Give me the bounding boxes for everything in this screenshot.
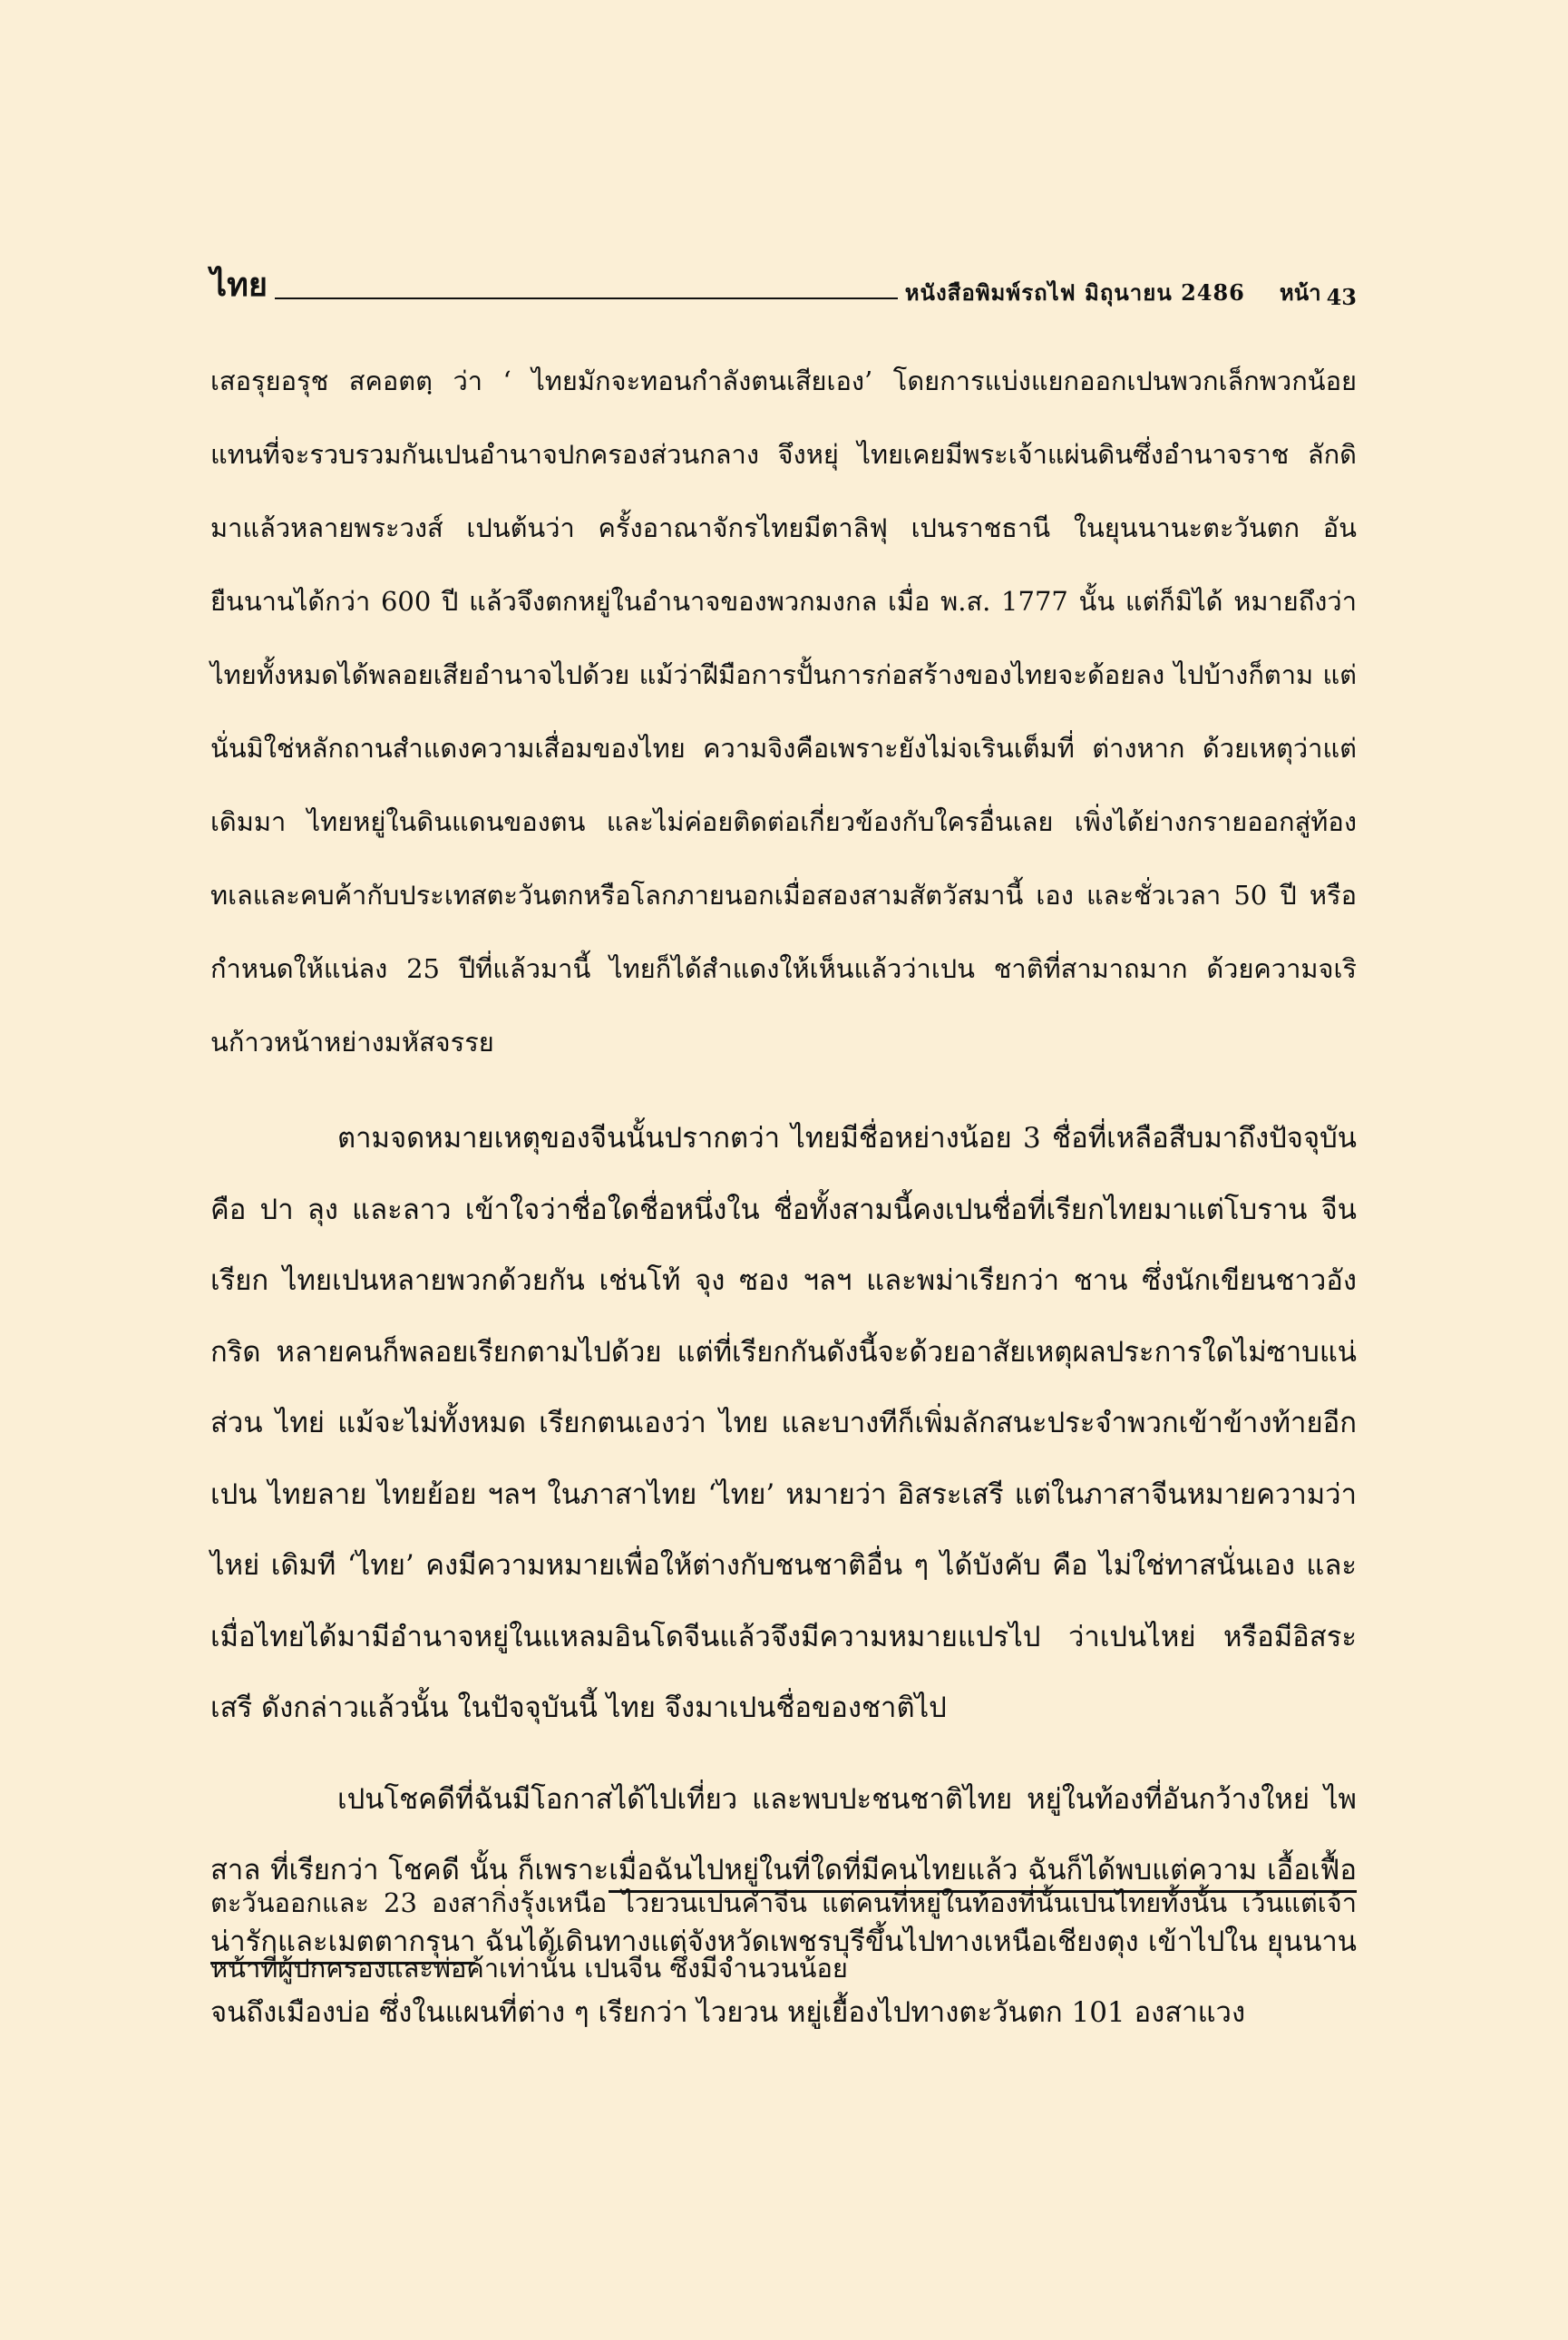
header-section-title: ไทย [210,266,268,304]
article-body [210,345,1357,2049]
header-page-label: หน้า [1279,279,1321,306]
paragraph-2: ตามจดหมายเหตุของจีนนั้นปรากตว่า ไทยมีชื่อหย่างน้อย 3 ชื่อที่เหลือสืบมาถึงปัจจุบัน คือ ปา ลุง และลาว เข้าใจว่าชื่อใดชื่อหนึ่งใน ชื่อทั้งสามนี้คงเปนชื่อที่เรียกไทยมาแต่โบราน จีนเรียก ไทยเปนหลายพวกด้วยกัน เช่นโท้ จุง ซอง ฯลฯ และพม่าเรียกว่า ชาน ซึ่งนักเขียนชาวอังกริด หลายคนก็พลอยเรียกตามไปด้วย แต่ที่เรียกกันดังนี้จะด้วยอาสัยเหตุผลประการใดไม่ซาบแน่ ส่วน ไทย่ แม้จะไม่ทั้งหมด เรียกตนเองว่า ไทย และบางทีก็เพิ่มลักสนะประจำพวกเข้าข้างท้ายอีก เปน ไทยลาย ไทยย้อย ฯลฯ ในภาสาไทย ‘ไทย’ หมายว่า อิสระเสรี แต่ในภาสาจีนหมายความว่า ไหย่ เดิมที ‘ไทย’ คงมีความหมายเพื่อให้ต่างกับชนชาติอื่น ๆ ได้บังคับ คือ ไม่ใช่ทาสนั่นเอง และ เมื่อไทยได้มามีอำนาจหยู่ในแหลมอินโดจีนแล้วจึงมีความหมายแปรไป ว่าเปนไหย่ หรือมีอิสระเสรี ดังกล่าวแล้วนั้น ในปัจจุบันนี้ ไทย จึงมาเปนชื่อของชาติไป [210,1122,1357,1724]
article-body-continued [210,1870,1357,2001]
underlined-passage: เมื่อฉันไปหยู่ในที่ใดที่มีคนไทยแล้ว ฉันก็ได้พบแต่ความ เอื้อเฟื้อน่ารักและเมตตากรุนา [210,1854,1357,1965]
paragraph-1: เสอรุยอรุช สคอตตฺ ว่า ‘ ไทยมักจะทอนกำลังตนเสียเอง’ โดยการแบ่งแยกออกเปนพวกเล็กพวกน้อย แทนที่จะรวบรวมกันเปนอำนาจปกครองส่วนกลาง จึงหยุ่ ไทยเคยมีพระเจ้าแผ่นดินซึ่งอำนาจราช ลักดิมาแล้วหลายพระวงส์ เปนต้นว่า ครั้งอาณาจักรไทยมีตาลิฟุ เปนราชธานี ในยุนนานะตะวันตก อันยืนนานได้กว่า 600 ปี แล้วจึงตกหยู่ในอำนาจของพวกมงกล เมื่อ พ.ส. 1777 นั้น แต่ก็มิได้ หมายถึงว่าไทยทั้งหมดได้พลอยเสียอำนาจไปด้วย แม้ว่าฝีมือการปั้นการก่อสร้างของไทยจะด้อยลง ไปบ้างก็ตาม แต่นั่นมิใช่หลักถานสำแดงความเสื่อมของไทย ความจิงคือเพราะยังไม่จเรินเต็มที่ ต่างหาก ด้วยเหตุว่าแต่เดิมมา ไทยหยู่ในดินแดนของตน และไม่ค่อยติดต่อเกี่ยวข้องกับใครอื่นเลย เพิ่งได้ย่างกรายออกสู่ท้องทเลและคบค้ากับประเทสตะวันตกหรือโลกภายนอกเมื่อสองสามสัตวัสมานี้ เอง และชั่วเวลา 50 ปี หรือกำหนดให้แน่ลง 25 ปีที่แล้วมานี้ ไทยก็ได้สำแดงให้เห็นแล้วว่าเปน ชาติที่สามาถมาก ด้วยความจเรินก้าวหน้าหย่างมหัสจรรย [210,366,1357,1058]
paragraph-3-end: ฉันได้เดินทางแต่จังหวัดเพชรบุรีขึ้นไปทางเหนือเชียงตุง เข้าไปใน ยุนนานจนถึงเมืองบ่อ ซึ่งในแผนที่ต่าง ๆ เรียกว่า ไวยวน หยู่เยื้องไปทางตะวันตก 101 องสาแวง [210,1925,1357,2029]
running-header [210,256,1357,310]
paragraph-3-start: เปนโชคดีที่ฉันมีโอกาสได้ไปเที่ยว และพบปะชนชาติไทย หยู่ในท้องที่อันกว้างใหย่ ไพสาล ที่เรียกว่า โชคดี นั้น ก็เพราะ [210,1782,1357,1887]
header-publication: หนังสือพิมพ์รถไฟ มิถุนายน 2486 [904,279,1245,306]
page-number: 43 [1326,284,1357,310]
paragraph-4: ตะวันออกและ 23 องสากิ่งรุ้งเหนือ ไวยวนเปนคำจีน แต่คนที่หยู่ในท้องที่นั้นเปนไทยทั้งนั้น เว้นแต่เจ้าหน้าที่ผู้ปกครองและพ่อค้าเท่านั้น เปนจีน ซึ่งมีจำนวนน้อย [210,1887,1357,1984]
header-rule [275,297,898,299]
